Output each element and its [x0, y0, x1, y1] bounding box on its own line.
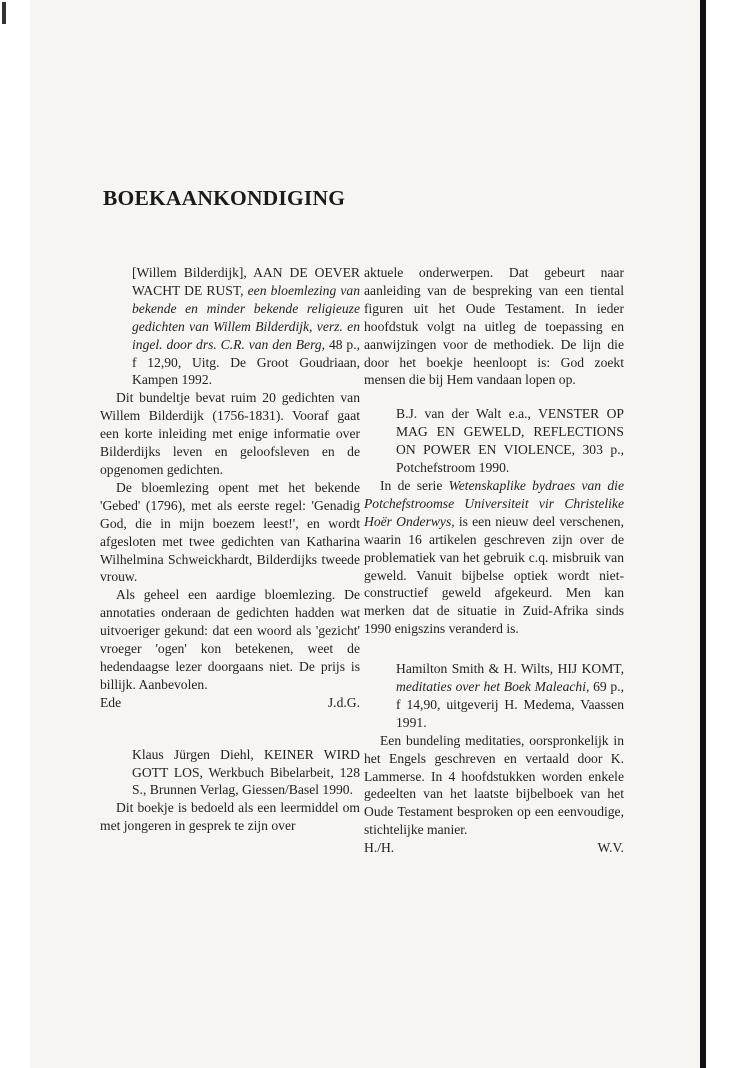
review-1-paragraph-2: De bloemlezing opent met het bekende 'Gebed' (1796), met als eerste regel: 'Genadig God, die in mijn boezem leest!', en wordt afgesloten met twee gedichten van Katharina Wilhelmina Schweickhardt, Bilderdijks tweede vrouw. [100, 479, 360, 585]
review-4-place: H./H. [364, 840, 395, 856]
review-1-paragraph-1: Dit bundeltje bevat ruim 20 gedichten van Willem Bilderdijk (1756-1831). Vooraf gaat een korte inleiding met enige informatie over Bilderdijks leven en geloofsleven en de opgenomen gedichten. [100, 390, 360, 477]
left-column [100, 264, 360, 835]
review-1-place: Ede [100, 694, 122, 710]
review-2-citation: Klaus Jürgen Diehl, KEINER WIRD GOTT LOS, Werkbuch Bibelarbeit, 128 S., Brunnen Verlag, Giessen/Basel 1990. [132, 746, 360, 798]
review-2-paragraph-1: Dit boekje is bedoeld als een leermiddel om met jongeren in gesprek te zijn over [100, 800, 360, 834]
right-column [364, 264, 624, 857]
scan-edge-shadow [700, 0, 706, 1068]
review-1-paragraph-3: Als geheel een aardige bloemlezing. De annotaties onderaan de gedichten hadden wat uitvoeriger gekund: dat een woord als 'gezicht' vroeger 'ogen' kon betekenen, weet de hedendaagse lezer doorgaans niet. De prijs is billijk. Aanbevolen. [100, 587, 360, 692]
scan-corner-mark [2, 2, 6, 24]
review-4-author: W.V. [597, 840, 624, 856]
review-4-paragraph-1: Een bundeling meditaties, oorspronkelijk in het Engels geschreven en vertaald door K. Lammerse. In 4 hoofdstukken worden enkele gedeelten van het laatste bijbelboek van het Oude Testament besproken op een eenvoudige, stichtelijke manier. [364, 732, 624, 838]
review-1-author: J.d.G. [327, 694, 360, 710]
review-2-continuation: aktuele onderwerpen. Dat gebeurt naar aanleiding van de bespreking van een tiental figuren uit het Oude Testament. In ieder hoofdstuk volgt na uitleg de toepassing en aanwijzingen voor de methodiek. De lijn die door het boekje heenloopt is: God zoekt mensen die bij Hem vandaan lopen op. [364, 265, 624, 388]
review-4-citation: Hamilton Smith & H. Wilts, HIJ KOMT, meditaties over het Boek Maleachi, 69 p., f 14,90, uitgeverij H. Medema, Vaassen 1991. [396, 661, 624, 730]
review-3-paragraph-1: In de serie Wetenskaplike bydraes van die Potchefstroomse Universiteit vir Christelike Hoër Onderwys, is een nieuw deel verschenen, waarin 16 artikelen geschreven zijn over de problematiek van het gebruik c.q. misbruik van geweld. Vanuit bijbelse optiek wordt niet-constructief geweld afgekeurd. Men kan merken dat de situatie in Zuid-Afrika sinds 1990 enigszins veranderd is. [364, 477, 624, 637]
review-1-citation: [Willem Bilderdijk], AAN DE OEVER WACHT DE RUST, een bloemlezing van bekende en minder bekende religieuze gedichten van Willem Bilderdijk, verz. en ingel. door drs. C.R. van den Berg, 48 p., f 12,90, Uitg. De Groot Goudriaan, Kampen 1992. [132, 265, 361, 388]
review-4-signature [364, 839, 624, 857]
page-title: BOEKAANKONDIGING [103, 186, 346, 210]
review-1-signature [100, 694, 360, 712]
review-3-citation: B.J. van der Walt e.a., VENSTER OP MAG EN GEWELD, REFLECTIONS ON POWER EN VIOLENCE, 303 p., Potchefstroom 1990. [396, 406, 624, 476]
